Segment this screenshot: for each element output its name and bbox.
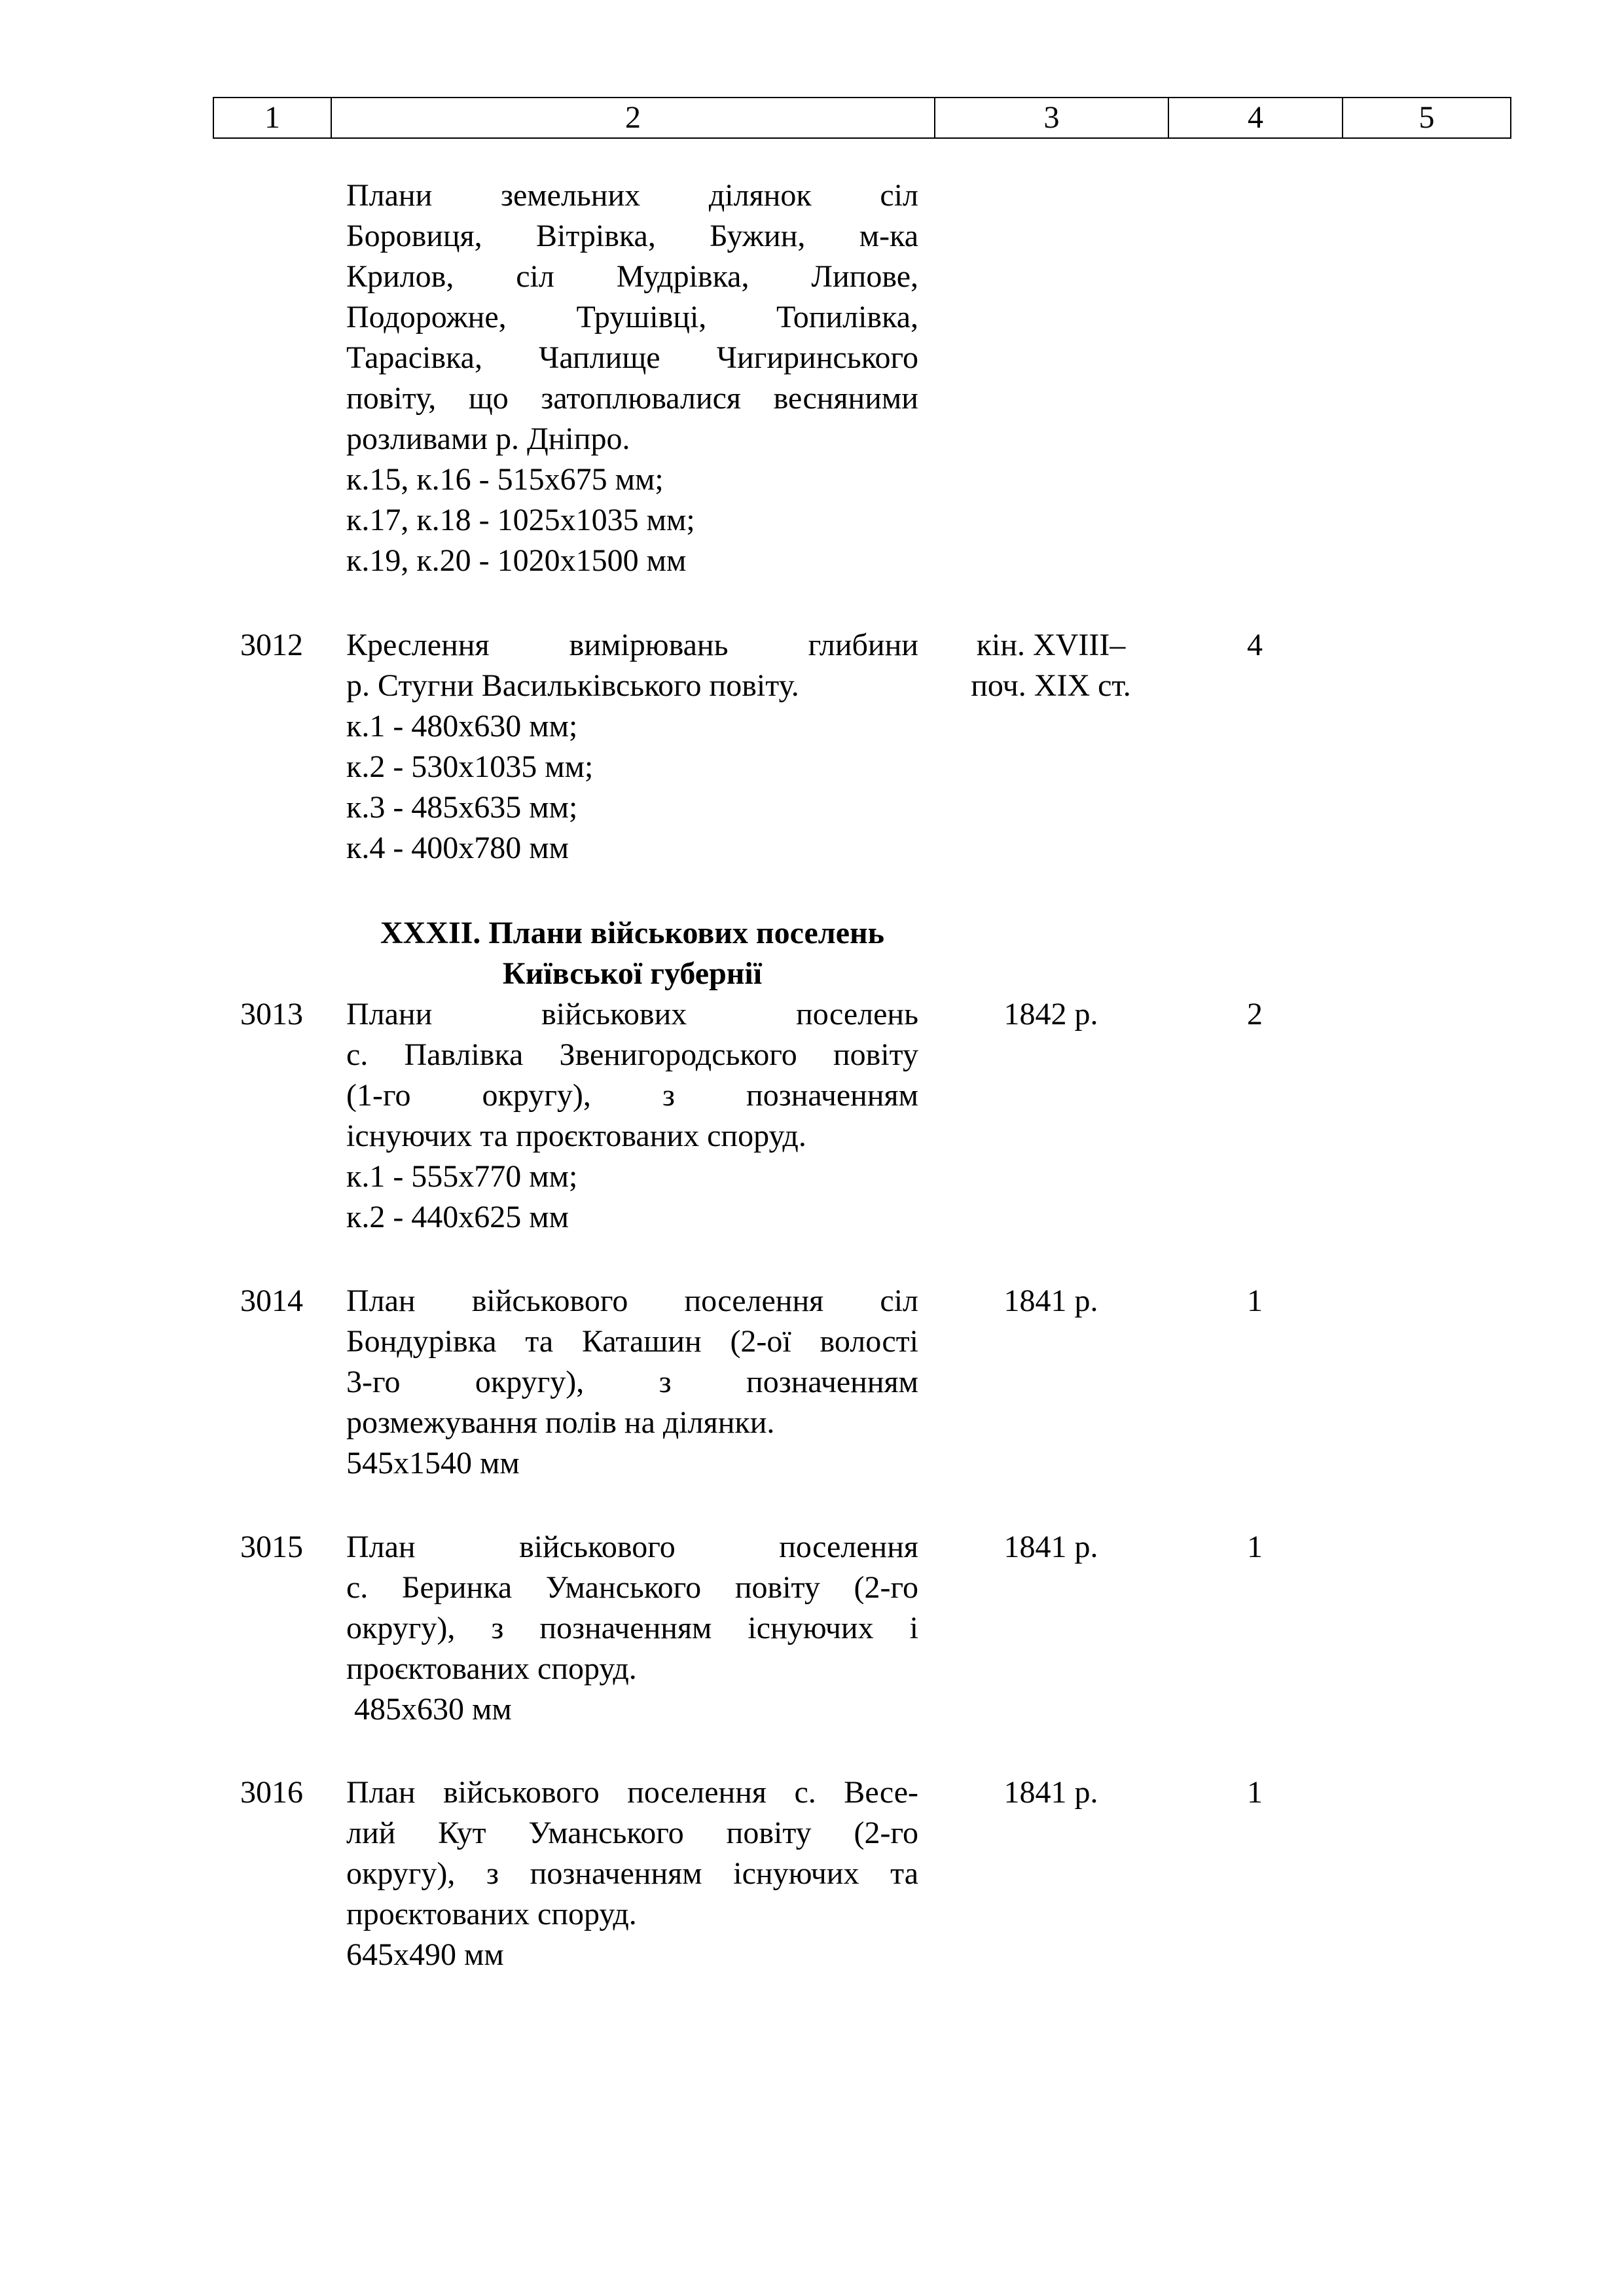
dimension-line: к.2 - 530х1035 мм;	[346, 749, 594, 784]
desc-line: Крилов, сіл Мудрівка, Липове,	[346, 259, 918, 294]
desc-line: План військового поселення сіл	[346, 1283, 918, 1318]
entry-count: 1	[1247, 1775, 1263, 1810]
entry-number: 3016	[240, 1775, 303, 1810]
desc-line: лий Кут Уманського повіту (2-го	[346, 1816, 918, 1850]
entry-count: 1	[1247, 1530, 1263, 1564]
date-line: поч. XIX ст.	[971, 668, 1131, 703]
dimension-line: к.15, к.16 - 515х675 мм;	[346, 462, 664, 497]
desc-line: План військового поселення	[346, 1530, 918, 1564]
desc-line: Плани військових поселень	[346, 997, 918, 1031]
entry-number: 3014	[240, 1283, 303, 1318]
desc-line: проєктованих споруд.	[346, 1651, 637, 1686]
desc-line: Плани земельних ділянок сіл	[346, 178, 918, 213]
section-title-line: XXXII. Плани військових поселень	[380, 916, 885, 950]
entry-date: 1841 р.	[1003, 1283, 1098, 1318]
desc-line: округу), з позначенням існуючих та	[346, 1856, 918, 1891]
desc-line: Боровиця, Вітрівка, Бужин, м-ка	[346, 219, 918, 253]
entry-date	[934, 625, 1168, 706]
column-header-4: 4	[1169, 98, 1343, 137]
desc-line: розливами р. Дніпро.	[346, 422, 630, 456]
desc-line: р. Стугни Васильківського повіту.	[346, 668, 799, 703]
entry-description	[346, 1772, 918, 1975]
dimension-line: 485х630 мм	[346, 1692, 512, 1727]
desc-line: Тарасівка, Чаплище Чигиринського	[346, 340, 918, 375]
desc-line: 3-го округу), з позначенням	[346, 1365, 918, 1399]
entry-count: 1	[1247, 1283, 1263, 1318]
dimension-line: к.4 - 400х780 мм	[346, 831, 569, 865]
desc-line: с. Беринка Уманського повіту (2-го	[346, 1570, 918, 1605]
entry-count: 2	[1247, 997, 1263, 1031]
entry-description	[346, 1527, 918, 1730]
column-header-table	[213, 97, 1511, 139]
entry-date: 1841 р.	[1003, 1775, 1098, 1810]
entry-date: 1842 р.	[1003, 997, 1098, 1031]
desc-line: проєктованих споруд.	[346, 1897, 637, 1931]
dimension-line: к.1 - 555х770 мм;	[346, 1159, 578, 1194]
section-title-line: Київської губернії	[502, 956, 763, 991]
entry-count: 4	[1247, 628, 1263, 662]
desc-line: Подорожне, Трушівці, Топилівка,	[346, 300, 918, 334]
entry-number: 3015	[240, 1530, 303, 1564]
desc-line: Креслення вимірювань глибини	[346, 628, 918, 662]
desc-line: розмежування полів на ділянки.	[346, 1405, 775, 1440]
entry-description	[346, 625, 918, 869]
desc-line: повіту, що затоплювалися весняними	[346, 381, 918, 416]
entry-date: 1841 р.	[1003, 1530, 1098, 1564]
desc-line: с. Павлівка Звенигородського повіту	[346, 1037, 918, 1072]
section-title	[346, 913, 918, 994]
dimension-line: к.2 - 440х625 мм	[346, 1200, 569, 1234]
column-header-5: 5	[1418, 100, 1435, 135]
date-line: кін. XVIII–	[976, 628, 1126, 662]
dimension-line: к.19, к.20 - 1020х1500 мм	[346, 543, 687, 578]
dimension-line: к.3 - 485х635 мм;	[346, 790, 578, 825]
column-header-2: 2	[332, 98, 935, 137]
entry-number: 3012	[240, 628, 303, 662]
column-header-1: 1	[214, 98, 332, 137]
desc-line: Бондурівка та Каташин (2-ої волості	[346, 1324, 918, 1359]
desc-line: (1-го округу), з позначенням	[346, 1078, 918, 1113]
entry-number: 3013	[240, 997, 303, 1031]
entry-description	[346, 994, 918, 1238]
dimension-line: к.17, к.18 - 1025х1035 мм;	[346, 503, 695, 537]
dimension-line: 645х490 мм	[346, 1937, 504, 1972]
column-header-3: 3	[935, 98, 1169, 137]
dimension-line: к.1 - 480х630 мм;	[346, 709, 578, 744]
desc-line: План військового поселення с. Весе-	[346, 1775, 918, 1810]
desc-line: існуючих та проєктованих споруд.	[346, 1119, 806, 1153]
continuation-description	[346, 175, 918, 581]
dimension-line: 545х1540 мм	[346, 1446, 520, 1480]
entry-description	[346, 1281, 918, 1484]
desc-line: округу), з позначенням існуючих і	[346, 1611, 918, 1645]
